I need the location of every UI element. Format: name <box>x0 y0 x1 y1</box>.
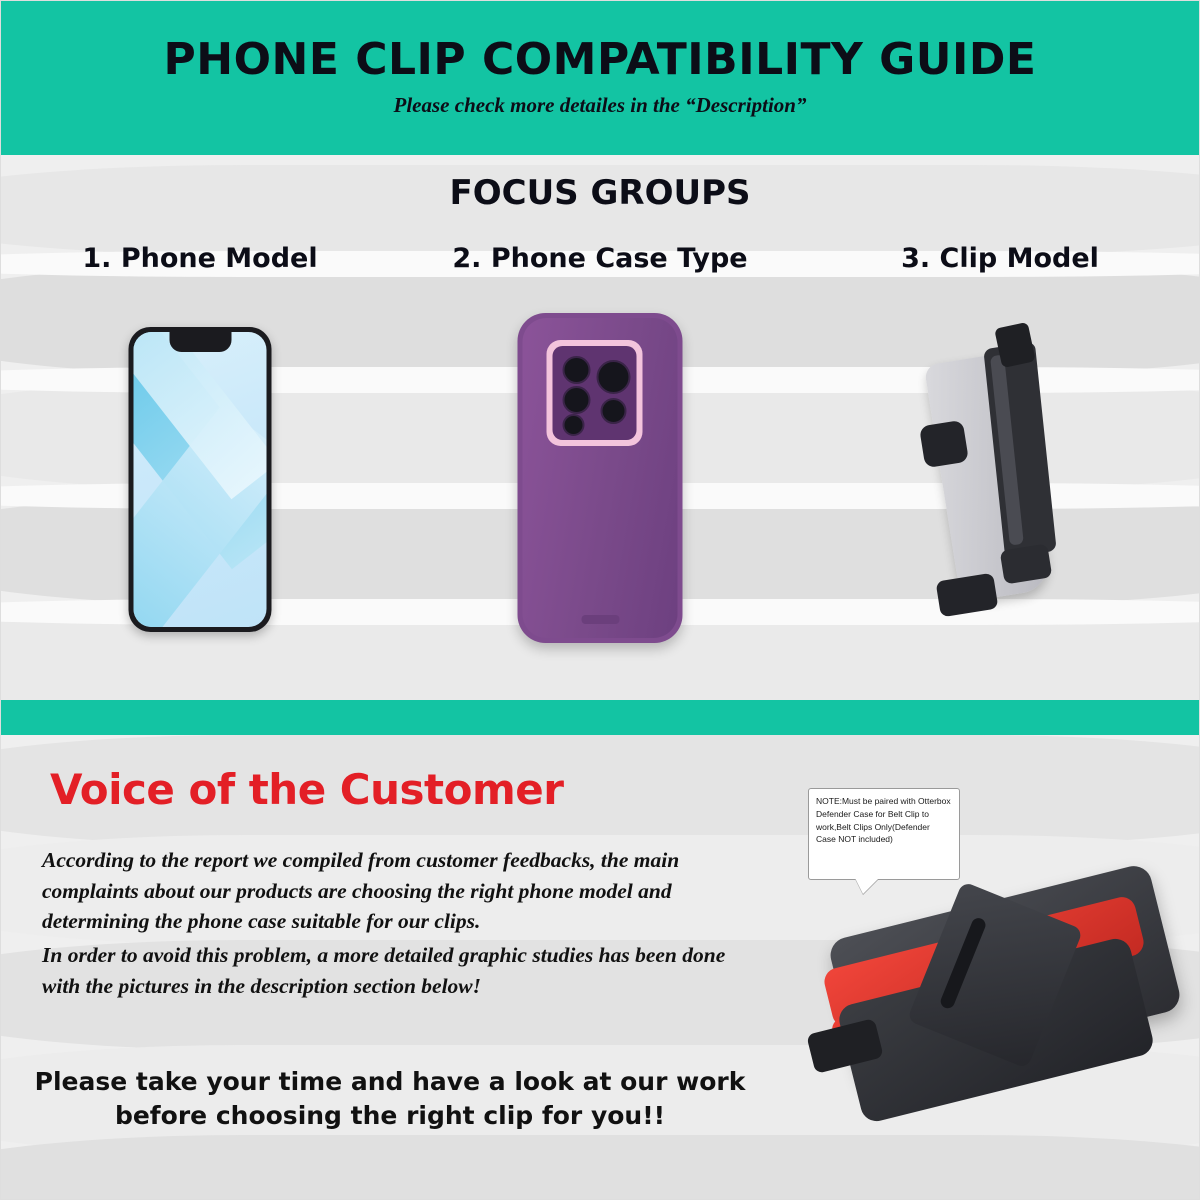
section-divider <box>0 700 1200 735</box>
group-label-phone-model: 1. Phone Model <box>82 243 318 274</box>
phone-case-art-cell <box>400 305 800 675</box>
case-body <box>523 318 678 638</box>
group-label-clip-model: 3. Clip Model <box>901 243 1099 274</box>
camera-lens-icon <box>601 398 627 424</box>
page-title: PHONE CLIP COMPATIBILITY GUIDE <box>163 33 1037 85</box>
camera-lens-icon <box>597 360 631 394</box>
voice-of-customer-title: Voice of the Customer <box>50 765 564 814</box>
kickstand-slot <box>939 916 988 1010</box>
camera-plate <box>553 346 637 440</box>
case-logo-plate <box>581 615 619 624</box>
holster-product-photo <box>800 840 1180 1180</box>
focus-group-labels <box>0 243 1200 274</box>
voice-of-customer-section <box>0 735 1200 1200</box>
clip-tip <box>994 322 1036 368</box>
camera-lens-icon <box>563 386 591 414</box>
phone-model-art-cell <box>0 305 400 675</box>
voice-paragraph-1: According to the report we compiled from customer feedbacks, the main complaints about our products are choosing the right phone model and determining the phone case suitable for our clips. <box>42 848 680 934</box>
clip-foot <box>936 573 999 618</box>
belt-clip-illustration <box>890 315 1110 645</box>
clip-model-art-cell <box>800 305 1200 675</box>
phone-case-illustration <box>518 313 683 643</box>
compatibility-note-callout: NOTE:Must be paired with Otterbox Defender Case for Belt Clip to work,Belt Clips Only(Defender Case NOT included) <box>808 788 960 880</box>
focus-groups-section <box>0 155 1200 700</box>
camera-lens-icon <box>563 414 585 436</box>
page-subtitle: Please check more detailes in the “Description” <box>393 93 807 118</box>
phone-screen <box>134 332 267 627</box>
voice-paragraph-2: In order to avoid this problem, a more detailed graphic studies has been done with the pictures in the description section below! <box>42 943 726 998</box>
header-banner <box>0 0 1200 155</box>
camera-lens-icon <box>563 356 591 384</box>
clip-pivot-knob <box>919 420 969 468</box>
focus-groups-heading: FOCUS GROUPS <box>449 173 751 213</box>
clip-foot-secondary <box>1000 543 1053 584</box>
smartphone-illustration <box>129 327 272 632</box>
camera-bump <box>547 340 643 446</box>
group-label-phone-case-type: 2. Phone Case Type <box>452 243 748 274</box>
voice-call-to-action: Please take your time and have a look at our work before choosing the right clip for you!! <box>34 1067 746 1130</box>
phone-notch <box>169 332 231 352</box>
focus-group-art-row <box>0 305 1200 675</box>
